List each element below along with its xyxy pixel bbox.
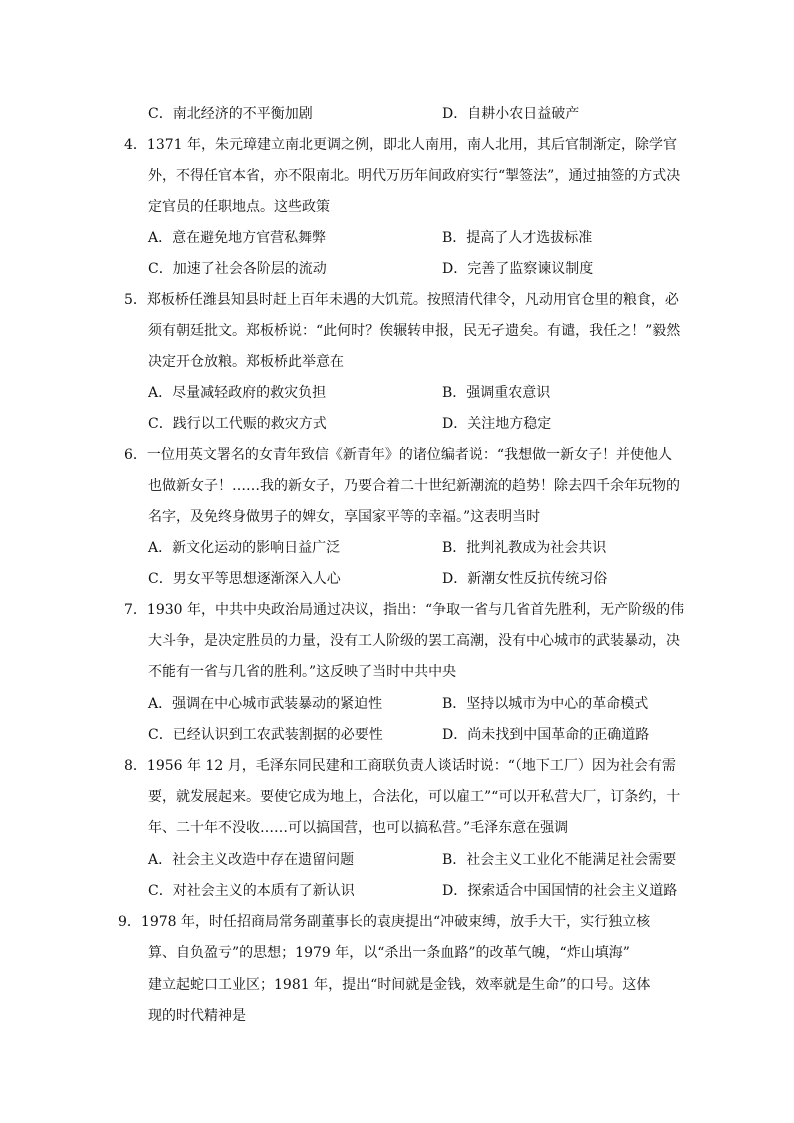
q6-stem-line-2: 也做新女子！……我的新女子，乃要合着二十世纪新潮流的趋势！除去四千余年玩物的 xyxy=(148,478,680,494)
q7-option-a: A．强调在中心城市武装暴动的紧迫性 xyxy=(148,696,383,712)
q7-stem-line-2: 大斗争，是决定胜员的力量，没有工人阶级的罢工高潮，没有中心城市的武装暴动，决 xyxy=(148,633,680,649)
q9-stem-line-4: 现的时代精神是 xyxy=(148,1008,246,1024)
q7-stem-line-3: 不能有一省与几省的胜利。”这反映了当时中共中央 xyxy=(148,664,457,680)
q7-option-d: D．尚未找到中国革命的正确道路 xyxy=(442,727,650,743)
q5-stem-line-2: 须有朝廷批文。郑板桥说：“此何时？俟辗转申报，民无孑遗矣。有谴，我任之！”毅然 xyxy=(148,323,681,339)
q7-option-b: B．坚持以城市为中心的革命模式 xyxy=(442,696,649,712)
q5-option-a: A．尽量减轻政府的救灾负担 xyxy=(148,385,327,401)
q9-stem-line-1: 9．1978 年，时任招商局常务副董事长的袁庚提出“冲破束缚，放手大干，实行独立核 xyxy=(118,914,651,930)
q5-option-c: C．践行以工代赈的救灾方式 xyxy=(148,416,327,432)
q5-stem-line-3: 决定开仓放粮。郑板桥此举意在 xyxy=(148,354,344,370)
q5-option-d: D．关注地方稳定 xyxy=(442,416,552,432)
q4-option-a: A．意在避免地方官营私舞弊 xyxy=(148,230,327,246)
q4-option-c: C．加速了社会各阶层的流动 xyxy=(148,261,327,277)
q9-stem-line-3: 建立起蛇口工业区；1981 年，提出“时间就是金钱，效率就是生命”的口号。这体 xyxy=(148,977,651,993)
q6-option-c: C．男女平等思想逐渐深入人心 xyxy=(148,571,341,587)
q3-option-c: C．南北经济的不平衡加剧 xyxy=(148,106,313,122)
q4-option-d: D．完善了监察谏议制度 xyxy=(442,261,594,277)
q5-stem-line-1: 5．郑板桥任潍县知县时赶上百年未遇的大饥荒。按照清代律令，凡动用官仓里的粮食，必 xyxy=(124,292,679,308)
q4-stem-line-1: 4．1371 年，朱元璋建立南北更调之例，即北人南用，南人北用，其后官制渐定，除学官 xyxy=(124,137,677,153)
q6-stem-line-3: 名字，及免终身做男子的婢女，享国家平等的幸福。”这表明当时 xyxy=(148,509,541,525)
q5-option-b: B．强调重农意识 xyxy=(442,385,551,401)
q8-option-a: A．社会主义改造中存在遗留问题 xyxy=(148,852,355,868)
q6-option-d: D．新潮女性反抗传统习俗 xyxy=(442,571,608,587)
q6-stem-line-1: 6．一位用英文署名的女青年致信《新青年》的诸位编者说：“我想做一新女子！并使他人 xyxy=(124,447,673,463)
q4-stem-line-3: 定官员的任职地点。这些政策 xyxy=(148,199,330,215)
q7-stem-line-1: 7．1930 年，中共中央政治局通过决议，指出：“争取一省与几省首先胜利，无产阶级的伟 xyxy=(124,602,685,618)
q8-option-b: B．社会主义工业化不能满足社会需要 xyxy=(442,852,677,868)
q8-option-d: D．探索适合中国国情的社会主义道路 xyxy=(442,883,678,899)
q7-option-c: C．已经认识到工农武装割据的必要性 xyxy=(148,727,383,743)
q6-option-b: B．批判礼教成为社会共识 xyxy=(442,540,607,556)
q4-stem-line-2: 外，不得任官本省，亦不限南北。明代万历年间政府实行“掣签法”，通过抽签的方式决 xyxy=(148,168,681,184)
q6-option-a: A．新文化运动的影响日益广泛 xyxy=(148,540,341,556)
q8-stem-line-2: 要，就发展起来。要使它成为地上，合法化，可以雇工”“可以开私营大厂，订条约，十 xyxy=(148,789,681,805)
q4-option-b: B．提高了人才选拔标准 xyxy=(442,230,593,246)
q8-stem-line-3: 年、二十年不没收……可以搞国营，也可以搞私营。”毛泽东意在强调 xyxy=(148,820,569,836)
q3-option-d: D．自耕小农日益破产 xyxy=(442,106,580,122)
q8-stem-line-1: 8．1956 年 12 月，毛泽东同民建和工商联负责人谈话时说：“（地下工厂）因为社会有需 xyxy=(124,758,676,774)
q9-stem-line-2: 算、自负盈亏”的思想；1979 年，以“杀出一条血路”的改革气魄，“炸山填海” xyxy=(148,945,630,961)
q8-option-c: C．对社会主义的本质有了新认识 xyxy=(148,883,355,899)
